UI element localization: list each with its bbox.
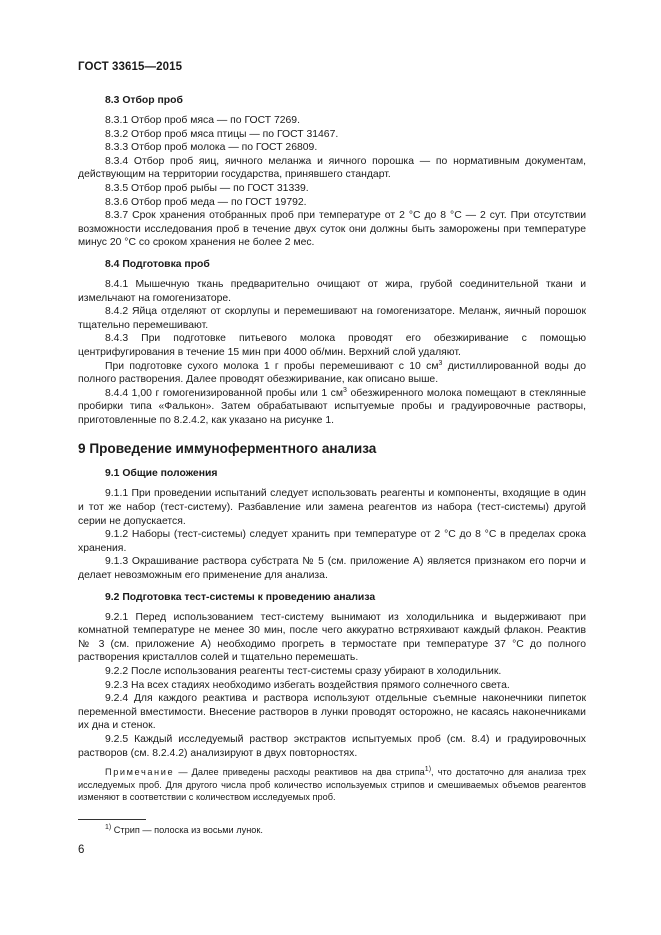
section-8-4-title: 8.4 Подготовка проб (105, 258, 210, 270)
paragraph: 9.2.3 На всех стадиях необходимо избегать воздействия прямого солнечного света. (105, 679, 510, 691)
paragraph: 8.3.3 Отбор проб молока — по ГОСТ 26809. (105, 142, 318, 154)
footnote-mark: 1) (105, 824, 112, 831)
paragraph: 8.4.3 При подготовке питьевого молока проводят его обезжиривание с помощью центрифугирования в течение 15 мин при 4000 об/мин. Верхний слой удаляют. (78, 333, 586, 358)
note-label: Примечание (105, 767, 175, 778)
paragraph: 8.3.5 Отбор проб рыбы — по ГОСТ 31339. (105, 182, 309, 194)
note-text: — Далее приведены расходы реактивов на два стрипа (174, 767, 425, 778)
section-9-2-title: 9.2 Подготовка тест-системы к проведению анализа (105, 591, 376, 603)
section-8-3-title: 8.3 Отбор проб (105, 95, 183, 106)
paragraph: 9.2.2 После использования реагенты тест-системы сразу убирают в холодильник. (105, 666, 502, 677)
paragraph: 9.2.1 Перед использованием тест-систему вынимают из холодильника и выдерживают при комнатной температуре не менее 30 мин, после чего аккуратно встряхивают каждый флакон. Реактив № 3 (см. приложение А) необходимо прогреть в термостате при температуре 37 °С до полного растворения кристаллов солей и тщательно перемешать. (78, 611, 586, 664)
superscript: 3 (343, 386, 347, 394)
paragraph: 8.3.6 Отбор проб меда — по ГОСТ 19792. (105, 196, 307, 208)
paragraph: 8.3.7 Срок хранения отобранных проб при температуре от 2 °С до 8 °С — 2 сут. При отсутствии возможности исследования проб в течение двух суток они должны быть заморожены при температуре минус 20 °С со сроком хранения не более 2 мес. (78, 210, 586, 249)
section-9-title: 9 Проведение иммуноферментного анализа (78, 441, 377, 457)
paragraph: 8.4.1 Мышечную ткань предварительно очищают от жира, грубой соединительной ткани и измельчают на гомогенизаторе. (78, 278, 586, 304)
paragraph (78, 387, 586, 428)
paragraph: 9.1.3 Окрашивание раствора субстрата № 5 (см. приложение А) является признаком его порчи и делает невозможным его применение для анализа. (78, 556, 586, 582)
paragraph: 8.4.2 Яйца отделяют от скорлупы и перемешивают на гомогенизаторе. Меланж, яичный порошок тщательно перемешивают. (78, 306, 586, 331)
page-number: 6 (78, 844, 85, 856)
footnote-divider (78, 819, 146, 820)
text-part: При подготовке сухого молока 1 г пробы перемешивают с 10 см (105, 360, 439, 372)
paragraph: 8.3.4 Отбор проб яиц, яичного меланжа и яичного порошка — по нормативным документам, действующим на территории государства, принявшего стандарт. (78, 155, 586, 181)
text-part: дистиллированной воды до полного растворения. Далее проводят обезжиривание, как описано выше. (78, 360, 587, 386)
paragraph: 9.2.4 Для каждого реактива и раствора используют отдельные съемные наконечники пипеток переменной вместимости. Внесение растворов в лунки проводят осторожно, не касаясь наконечниками их дна и стенок. (78, 693, 586, 732)
document-body (78, 94, 586, 804)
paragraph (78, 360, 586, 387)
paragraph: 8.3.1 Отбор проб мяса — по ГОСТ 7269. (105, 115, 300, 126)
note (78, 766, 586, 804)
superscript: 3 (438, 359, 443, 367)
paragraph: 9.2.5 Каждый исследуемый раствор экстрактов испытуемых проб (см. 8.4) и градуировочных растворов (см. 8.2.4.2) анализируют в двух повторностях. (78, 733, 586, 759)
paragraph: 9.1.2 Наборы (тест-системы) следует хранить при температуре от 2 °С до 8 °С в пределах срока хранения. (78, 529, 586, 554)
footnote (105, 825, 263, 835)
document-header: ГОСТ 33615—2015 (78, 61, 183, 73)
note-text: , что достаточно для анализа трех исследуемых проб. Для другого числа проб количество используемых стрипов и смешиваемых объемов реагентов изменяют в соответствии с количеством исследуемых проб. (78, 767, 586, 803)
footnote-ref: 1) (424, 766, 432, 774)
section-9-1-title: 9.1 Общие положения (105, 468, 218, 480)
paragraph: 8.3.2 Отбор проб мяса птицы — по ГОСТ 31467. (105, 128, 339, 140)
text-part: 8.4.4 1,00 г гомогенизированной пробы или 1 см (105, 387, 344, 399)
text-part: обезжиренного молока помещают в стеклянные пробирки типа «Фалькон». Затем обрабатывают испытуемые пробы и градуировочные растворы, приготовленные по 8.2.4.2, как указано на рисунке 1. (78, 387, 586, 426)
paragraph: 9.1.1 При проведении испытаний следует использовать реагенты и компоненты, входящие в один и тот же набор (тест-систему). Разбавление или замена реагентов из набора (тест-системы) другой серии не допускается. (78, 488, 586, 527)
footnote-text: Стрип — полоска из восьми лунок. (111, 825, 263, 835)
